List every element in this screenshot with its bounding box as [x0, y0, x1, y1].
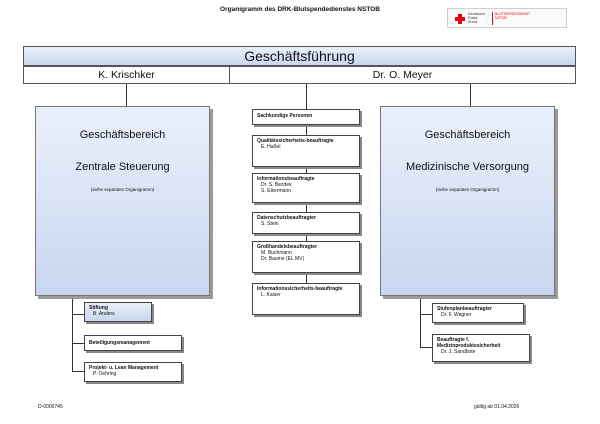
staff-title: Qualitätssicherheits-beauftragte: [257, 138, 334, 144]
unit-stufenplanbeauftragter: [432, 303, 524, 323]
chart-title: Organigramm des DRK-Blutspendedienstes NSTOB: [220, 6, 380, 13]
connector-line: [420, 314, 432, 315]
logo-org-text: Deutsches Rotes Kreuz: [468, 12, 485, 25]
connector-line: [72, 371, 84, 372]
unit-medizinproduktesicherheit: [432, 334, 530, 362]
staff-box: [252, 135, 360, 167]
manager-right: Dr. O. Meyer: [229, 66, 576, 84]
unit-title: Beauftragte f. Medizinproduktesicherheit: [437, 337, 501, 349]
division-heading: Geschäftsbereich: [424, 129, 511, 141]
division-name: Zentrale Steuerung: [75, 161, 170, 173]
division-name: Medizinische Versorgung: [406, 161, 529, 173]
staff-person: Dr. Baume (EL MV): [261, 256, 305, 263]
unit-title: Stiftung: [89, 305, 108, 311]
staff-person: S. Stein: [261, 221, 279, 228]
unit-person: P. Oehring: [93, 371, 117, 377]
unit-title: Stufenplanbeauftragter: [437, 306, 493, 312]
staff-person: L. Kaiser: [261, 292, 281, 299]
logo-divider: [492, 12, 493, 25]
division-medizinische-versorgung: [380, 106, 555, 296]
drk-logo: [447, 8, 567, 28]
staff-box: [252, 173, 360, 203]
unit-stiftung: [84, 302, 152, 322]
division-note: (siehe separates Organigramm): [90, 187, 155, 192]
connector-line: [470, 84, 471, 106]
management-box: Geschäftsführung: [23, 46, 576, 66]
staff-person: Dr. S. Bezdek: [261, 182, 292, 189]
connector-line: [126, 84, 127, 106]
staff-title: Großhandelsbeauftragter: [257, 244, 318, 250]
staff-box: [252, 283, 360, 315]
staff-person: S. Eikermann: [261, 188, 292, 195]
division-heading: Geschäftsbereich: [79, 129, 166, 141]
connector-line: [420, 296, 421, 348]
connector-line: [72, 296, 73, 371]
unit-person: B. Anders: [93, 311, 115, 317]
staff-box: [252, 241, 360, 273]
staff-box: [252, 109, 360, 125]
unit-projekt-lean-management: [84, 362, 182, 382]
unit-title: Beteiligungsmanagement: [89, 340, 150, 346]
document-id: D-0000745: [38, 404, 63, 410]
staff-title: Informationsbeauftragte: [257, 176, 315, 182]
staff-person: E. Haßel: [261, 144, 281, 151]
valid-from: gültig ab 01.04.2026: [474, 404, 520, 410]
connector-line: [72, 343, 84, 344]
unit-person: Dr. F. Wagner: [441, 312, 472, 318]
staff-title: Informationssicherheits-beauftragte: [257, 286, 343, 292]
connector-line: [72, 314, 84, 315]
division-zentrale-steuerung: [35, 106, 210, 296]
unit-beteiligungsmanagement: [84, 335, 182, 351]
connector-line: [420, 347, 432, 348]
unit-title: Projekt- u. Lean Management: [89, 365, 159, 371]
staff-person: M. Buchmann: [261, 250, 292, 257]
logo-service-text: BLUTSPENDEDIENST NSTOB: [495, 12, 531, 21]
staff-box: [252, 212, 360, 234]
unit-person: Dr. J. Sandbote: [441, 349, 476, 355]
staff-title: Datenschutzbeauftragter: [257, 215, 316, 221]
red-cross-icon: [458, 14, 462, 24]
manager-left: K. Krischker: [23, 66, 230, 84]
staff-title: Sachkundige Personen: [257, 113, 313, 119]
division-note: (siehe separates Organigramm): [435, 187, 500, 192]
